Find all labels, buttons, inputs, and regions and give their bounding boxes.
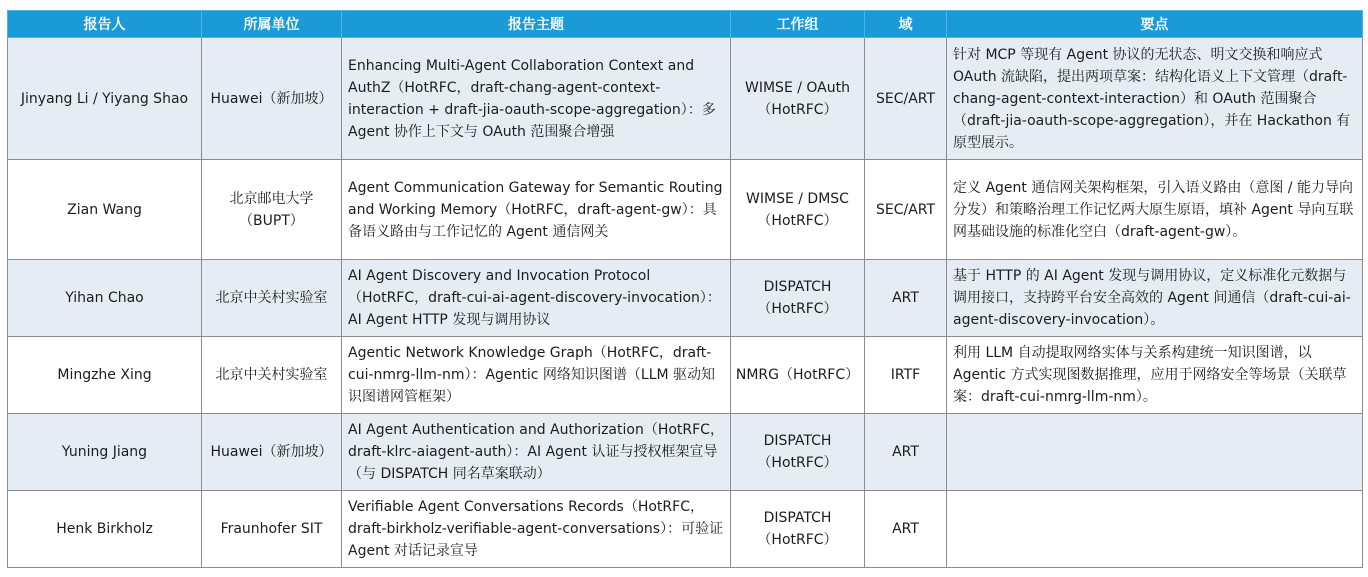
table-row [8,337,1363,414]
area-cell: ART [865,414,947,491]
key-points-cell: 基于 HTTP 的 AI Agent 发现与调用协议，定义标准化元数据与调用接口，支持跨平台安全高效的 Agent 间通信（draft-cui-ai-agent-discovery-invocation）。 [947,260,1363,337]
reporter-cell: Yuning Jiang [8,414,202,491]
key-points-cell: 利用 LLM 自动提取网络实体与关系构建统一知识图谱，以 Agentic 方式实现图数据推理，应用于网络安全等场景（关联草案：draft-cui-nmrg-llm-nm）。 [947,337,1363,414]
affiliation-cell: 北京中关村实验室 [202,337,342,414]
topic-cell: AI Agent Discovery and Invocation Protocol（HotRFC，draft-cui-ai-agent-discovery-invocation）：AI Agent HTTP 发现与调用协议 [342,260,731,337]
working-group-cell: DISPATCH（HotRFC） [731,260,865,337]
working-group-cell: NMRG（HotRFC） [731,337,865,414]
report-table [7,10,1363,568]
area-cell: IRTF [865,337,947,414]
area-cell: SEC/ART [865,160,947,260]
header-key-points: 要点 [947,11,1363,38]
affiliation-cell: 北京邮电大学（BUPT） [202,160,342,260]
reporter-cell: Henk Birkholz [8,491,202,568]
affiliation-cell: Huawei（新加坡） [202,414,342,491]
table-row [8,414,1363,491]
reporter-cell: Mingzhe Xing [8,337,202,414]
affiliation-cell: Fraunhofer SIT [202,491,342,568]
topic-cell: AI Agent Authentication and Authorization（HotRFC，draft-klrc-aiagent-auth）：AI Agent 认证与授权框架宣导（与 DISPATCH 同名草案联动） [342,414,731,491]
working-group-cell: DISPATCH（HotRFC） [731,414,865,491]
table-row [8,491,1363,568]
header-topic: 报告主题 [342,11,731,38]
topic-cell: Agent Communication Gateway for Semantic Routing and Working Memory（HotRFC，draft-agent-gw）：具备语义路由与工作记忆的 Agent 通信网关 [342,160,731,260]
reporter-cell: Yihan Chao [8,260,202,337]
affiliation-cell: Huawei（新加坡） [202,38,342,160]
table-row [8,160,1363,260]
topic-cell: Verifiable Agent Conversations Records（HotRFC，draft-birkholz-verifiable-agent-conversations）：可验证 Agent 对话记录宣导 [342,491,731,568]
key-points-cell [947,414,1363,491]
table-row [8,38,1363,160]
header-area: 域 [865,11,947,38]
area-cell: ART [865,491,947,568]
topic-cell: Agentic Network Knowledge Graph（HotRFC，draft-cui-nmrg-llm-nm）：Agentic 网络知识图谱（LLM 驱动知识图谱网管框架） [342,337,731,414]
header-working-group: 工作组 [731,11,865,38]
reporter-cell: Zian Wang [8,160,202,260]
affiliation-cell: 北京中关村实验室 [202,260,342,337]
reporter-cell: Jinyang Li / Yiyang Shao [8,38,202,160]
working-group-cell: DISPATCH（HotRFC） [731,491,865,568]
area-cell: SEC/ART [865,38,947,160]
working-group-cell: WIMSE / OAuth（HotRFC） [731,38,865,160]
header-reporter: 报告人 [8,11,202,38]
key-points-cell: 针对 MCP 等现有 Agent 协议的无状态、明文交换和响应式 OAuth 流缺陷，提出两项草案：结构化语义上下文管理（draft-chang-agent-context-interaction）和 OAuth 范围聚合（draft-jia-oauth-scope-aggregation），并在 Hackathon 有原型展示。 [947,38,1363,160]
area-cell: ART [865,260,947,337]
key-points-cell: 定义 Agent 通信网关架构框架，引入语义路由（意图 / 能力导向分发）和策略治理工作记忆两大原生原语，填补 Agent 导向互联网基础设施的标准化空白（draft-agent-gw）。 [947,160,1363,260]
header-affiliation: 所属单位 [202,11,342,38]
working-group-cell: WIMSE / DMSC（HotRFC） [731,160,865,260]
table-header-row [8,11,1363,38]
key-points-cell [947,491,1363,568]
table-row [8,260,1363,337]
topic-cell: Enhancing Multi-Agent Collaboration Context and AuthZ（HotRFC，draft-chang-agent-context-interaction + draft-jia-oauth-scope-aggregation）：多 Agent 协作上下文与 OAuth 范围聚合增强 [342,38,731,160]
